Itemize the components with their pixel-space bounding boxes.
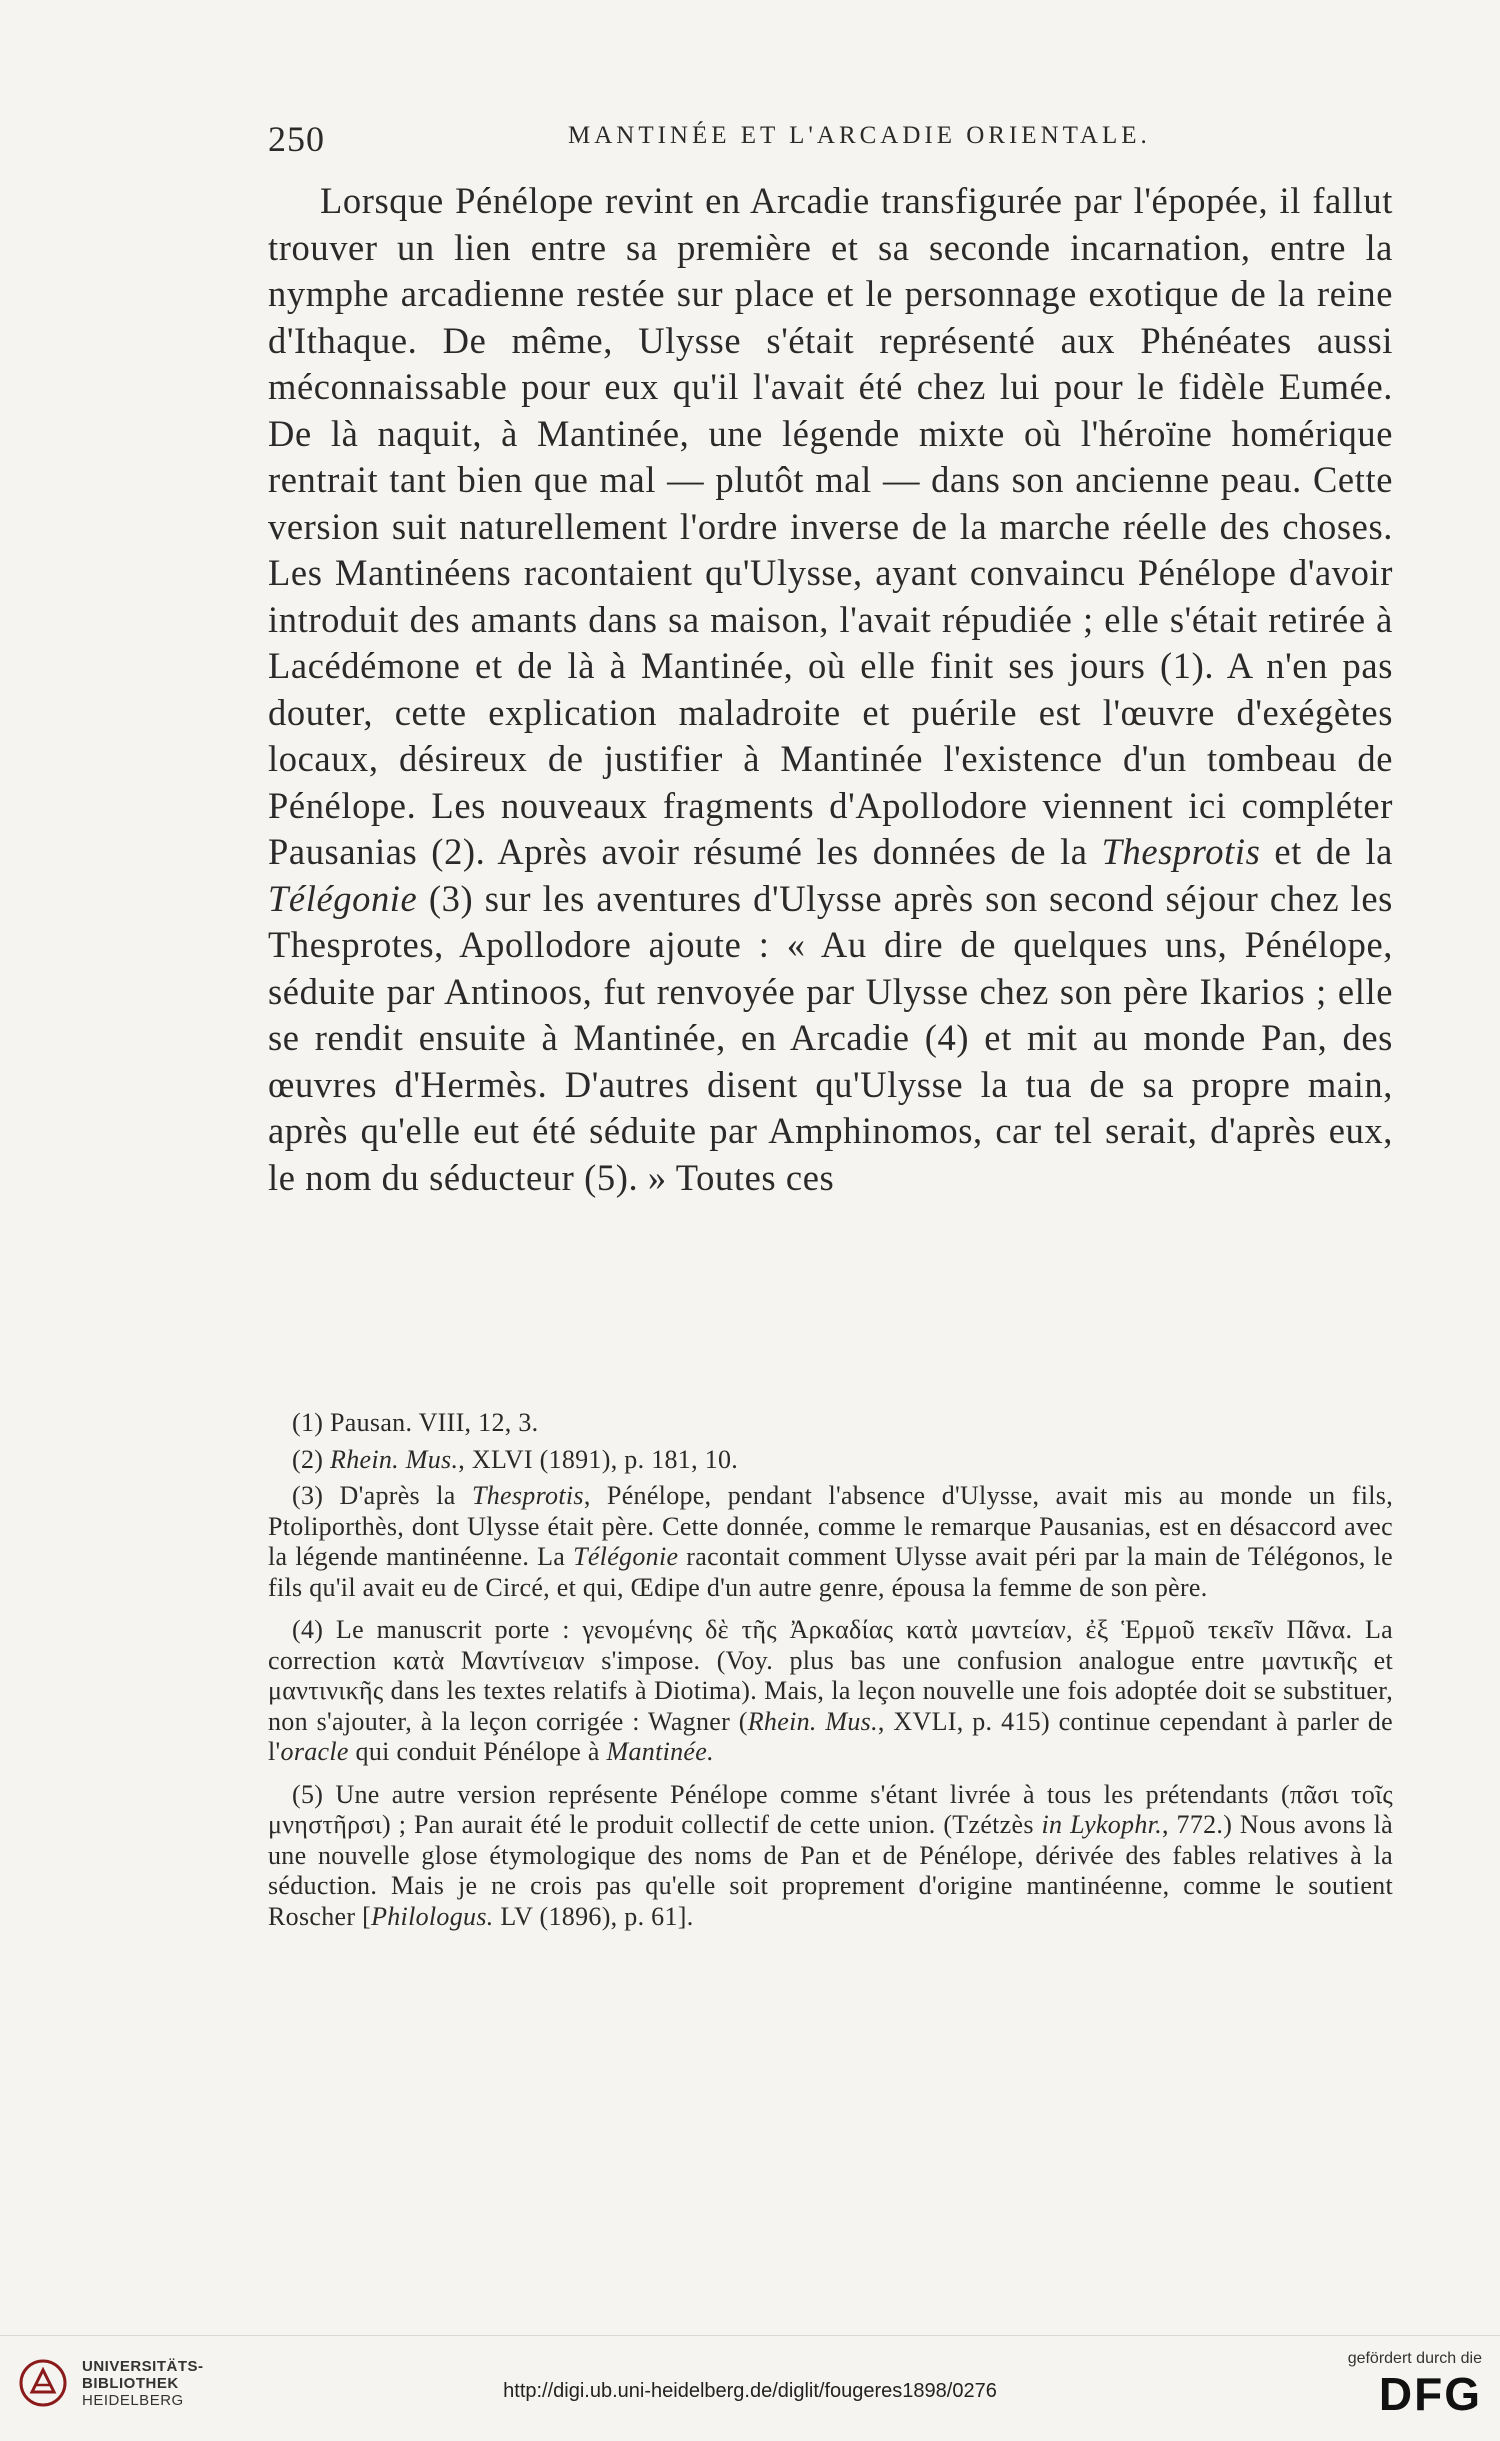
footnote-2 xyxy=(268,1445,1393,1476)
source-url-link[interactable]: http://digi.ub.uni-heidelberg.de/diglit/fougeres1898/0276 xyxy=(503,2380,997,2402)
digitization-footer xyxy=(0,2335,1500,2441)
body-paragraph xyxy=(268,178,1393,1201)
page-number: 250 xyxy=(268,119,325,159)
funding-credit xyxy=(1348,2350,1482,2420)
footnote-text: , XVLI, p. 415) continue cependant à parler de l' xyxy=(268,1706,1393,1766)
footnote-3 xyxy=(268,1481,1393,1603)
page-header xyxy=(268,118,1393,158)
footnote-text: qui conduit Pénélope à xyxy=(348,1737,607,1766)
body-text: et de la xyxy=(1260,831,1393,872)
library-line-1: UNIVERSITÄTS- xyxy=(82,2358,204,2375)
footnote-italic: Philologus. xyxy=(371,1901,494,1931)
footnote-text: , 772.) Nous avons là une nouvelle glose étymologique des noms de Pan et de Pénélope, dérivée des fables relatives à la séduction. Mais je ne crois pas qu'elle soit proprement d'origine mantinéenne, comme le soutient Roscher [ xyxy=(268,1810,1394,1931)
running-title: MANTINÉE ET L'ARCADIE ORIENTALE. xyxy=(568,122,1151,149)
library-line-3: HEIDELBERG xyxy=(82,2392,184,2409)
dfg-logo: DFG xyxy=(1378,2368,1482,2420)
footnote-text: (4) Le manuscrit porte : γενομένης δὲ τῆς Ἀρκαδίας κατὰ μαντείαν, ἐξ Ἑρμοῦ τεκεῖν Πᾶνα. La correction κατὰ Μαντίνειαν s'impose. (Voy. plus bas une confusion analogue entre μαντικῆς et μαντινικῆς dans les textes relatifs à Diotima). Mais, la leçon nouvelle une fois adoptée doit se substituer, non s'ajouter, à la leçon corrigée : Wagner ( xyxy=(268,1615,1393,1736)
footnote-text: , XLVI (1891), p. 181, 10. xyxy=(458,1444,739,1474)
footnote-italic: Rhein. Mus. xyxy=(330,1444,459,1474)
footnote-italic: Télégonie xyxy=(573,1542,679,1571)
funding-text: gefördert durch die xyxy=(1347,2350,1482,2367)
footnote-text: (5) Une autre version représente Pénélope comme s'étant livrée à tous les prétendants (πᾶσι τοῖς μνηστῆρσι) ; Pan aurait été le produit collectif de cette union. (Tzétzès xyxy=(268,1779,1393,1839)
body-text: (3) sur les aventures d'Ulysse après son second séjour chez les Thesprotes, Apollodore ajoute : « Au dire de quelques uns, Pénélope, séduite par Antinoos, fut renvoyée par Ulysse chez son père Ikarios ; elle se rendit ensuite à Mantinée, en Arcadie (4) et mit au monde Pan, des œuvres d'Hermès. D'autres disent qu'Ulysse la tua de sa propre main, après qu'elle eut été séduite par Amphinomos, car tel serait, d'après eux, le nom du séducteur (5). » Toutes ces xyxy=(268,877,1393,1198)
footnote-text: racontait comment Ulysse avait péri par la main de Télégonos, le fils qu'il avait eu de Circé, et qui, Œdipe d'un autre genre, épousa la femme de son père. xyxy=(268,1542,1393,1602)
footnote-text: (1) Pausan. VIII, 12, 3. xyxy=(292,1408,539,1437)
footnote-italic: oracle xyxy=(280,1737,349,1766)
footnote-italic: Mantinée. xyxy=(606,1737,714,1766)
body-italic: Télégonie xyxy=(268,877,418,919)
body-italic: Thesprotis xyxy=(1101,831,1261,872)
footnote-4 xyxy=(268,1615,1393,1768)
body-text: Lorsque Pénélope revint en Arcadie transfigurée par l'épopée, il fallut trouver un lien entre sa première et sa seconde incarnation, entre la nymphe arcadienne restée sur place et le personnage exotique de la reine d'Ithaque. De même, Ulysse s'était représenté aux Phénéates aussi méconnaissable pour eux qu'il l'avait été chez lui pour le fidèle Eumée. De là naquit, à Mantinée, une légende mixte où l'héroïne homérique rentrait tant bien que mal — plutôt mal — dans son ancienne peau. Cette version suit naturellement l'ordre inverse de la marche réelle des choses. Les Mantinéens racontaient qu'Ulysse, ayant convaincu Pénélope d'avoir introduit des amants dans sa maison, l'avait répudiée ; elle s'était retirée à Lacédémone et de là à Mantinée, où elle finit ses jours (1). A n'en pas douter, cette explication maladroite et puérile est l'œuvre d'exégètes locaux, désireux de justifier à Mantinée l'existence d'un tombeau de Pénélope. Les nouveaux fragments d'Apollodore viennent ici compléter Pausanias (2). Après avoir résumé les données de la xyxy=(268,180,1393,872)
library-line-2: BIBLIOTHEK xyxy=(82,2375,179,2392)
footnotes xyxy=(268,1408,1393,1932)
footnote-text: LV (1896), p. 61]. xyxy=(493,1901,694,1931)
footnote-1 xyxy=(268,1408,1393,1439)
footnote-italic: in Lykophr. xyxy=(1041,1810,1162,1839)
footnote-text: (3) D'après la xyxy=(292,1481,472,1510)
footnote-5 xyxy=(268,1780,1393,1933)
footnote-text: (2) xyxy=(292,1444,331,1474)
footnote-text: , Pénélope, pendant l'absence d'Ulysse, avait mis au monde un fils, Ptoliporthès, dont Ulysse était père. Cette donnée, comme le remarque Pausanias, est en désaccord avec la légende mantinéenne. La xyxy=(268,1481,1393,1571)
footnote-italic: Thesprotis xyxy=(471,1481,584,1510)
footnote-italic: Rhein. Mus. xyxy=(747,1706,878,1736)
